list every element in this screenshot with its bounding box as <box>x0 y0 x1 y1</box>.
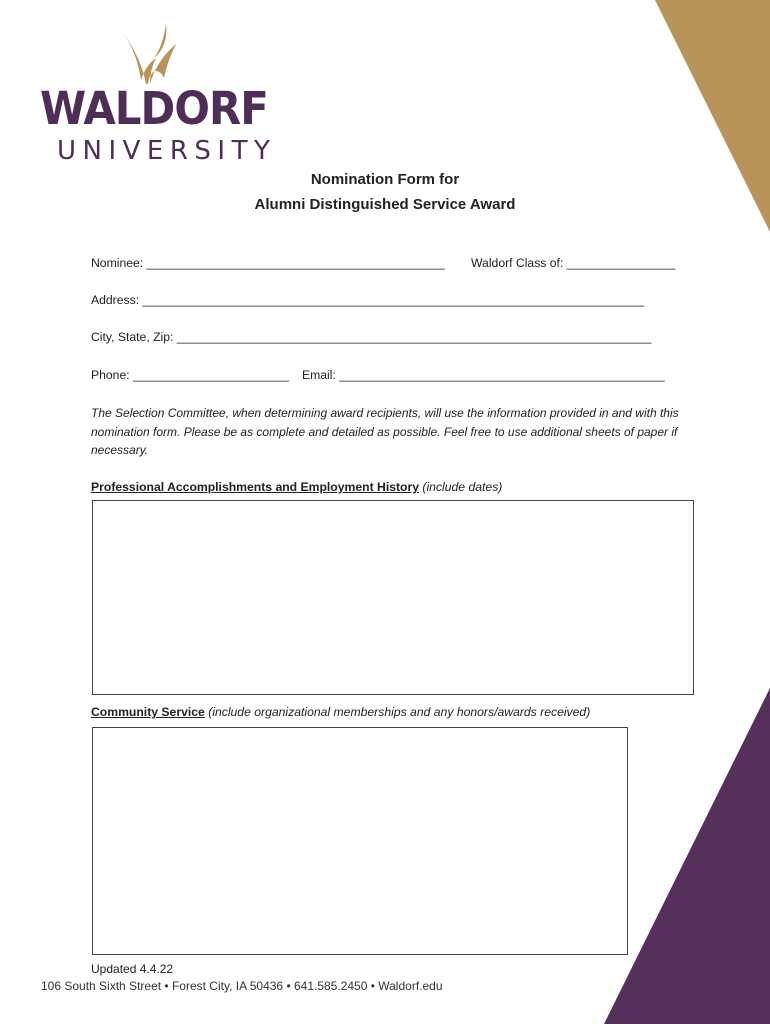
purple-corner-triangle <box>604 688 770 1024</box>
updated-date: Updated 4.4.22 <box>91 962 174 976</box>
community-heading-label: Community Service <box>91 705 205 719</box>
professional-heading-label: Professional Accomplishments and Employment History <box>91 480 420 494</box>
community-heading-hint: (include organizational memberships and any honors/awards received) <box>208 705 591 719</box>
nominee-field[interactable]: Nominee: ____________________________________________ <box>91 256 445 270</box>
form-title-line1: Nomination Form for <box>310 171 460 188</box>
email-field[interactable]: Email: ________________________________________________ <box>302 368 665 382</box>
community-heading <box>91 705 590 719</box>
form-title-line2: Alumni Distinguished Service Award <box>254 196 516 213</box>
professional-heading-hint: (include dates) <box>422 480 503 494</box>
instructions-note: The Selection Committee, when determining award recipients, will use the information provided in and with this nomination form. Please be as complete and detailed as possible. Feel free to use additional sheets of paper if necessary. <box>91 406 679 457</box>
footer-address: 106 South Sixth Street • Forest City, IA 50436 • 641.585.2450 • Waldorf.edu <box>41 979 443 993</box>
logo-subtitle: UNIVERSITY <box>57 136 277 166</box>
community-text-box[interactable] <box>92 727 628 955</box>
city-state-zip-field[interactable]: City, State, Zip: ______________________________________________________________________ <box>91 330 652 344</box>
logo-wordmark: WALDORF <box>40 82 268 135</box>
class-of-field[interactable]: Waldorf Class of: ________________ <box>471 256 676 270</box>
address-field[interactable]: Address: __________________________________________________________________________ <box>91 293 645 307</box>
phone-field[interactable]: Phone: _______________________ <box>91 368 289 382</box>
professional-heading <box>91 480 502 494</box>
professional-text-box[interactable] <box>92 500 694 695</box>
